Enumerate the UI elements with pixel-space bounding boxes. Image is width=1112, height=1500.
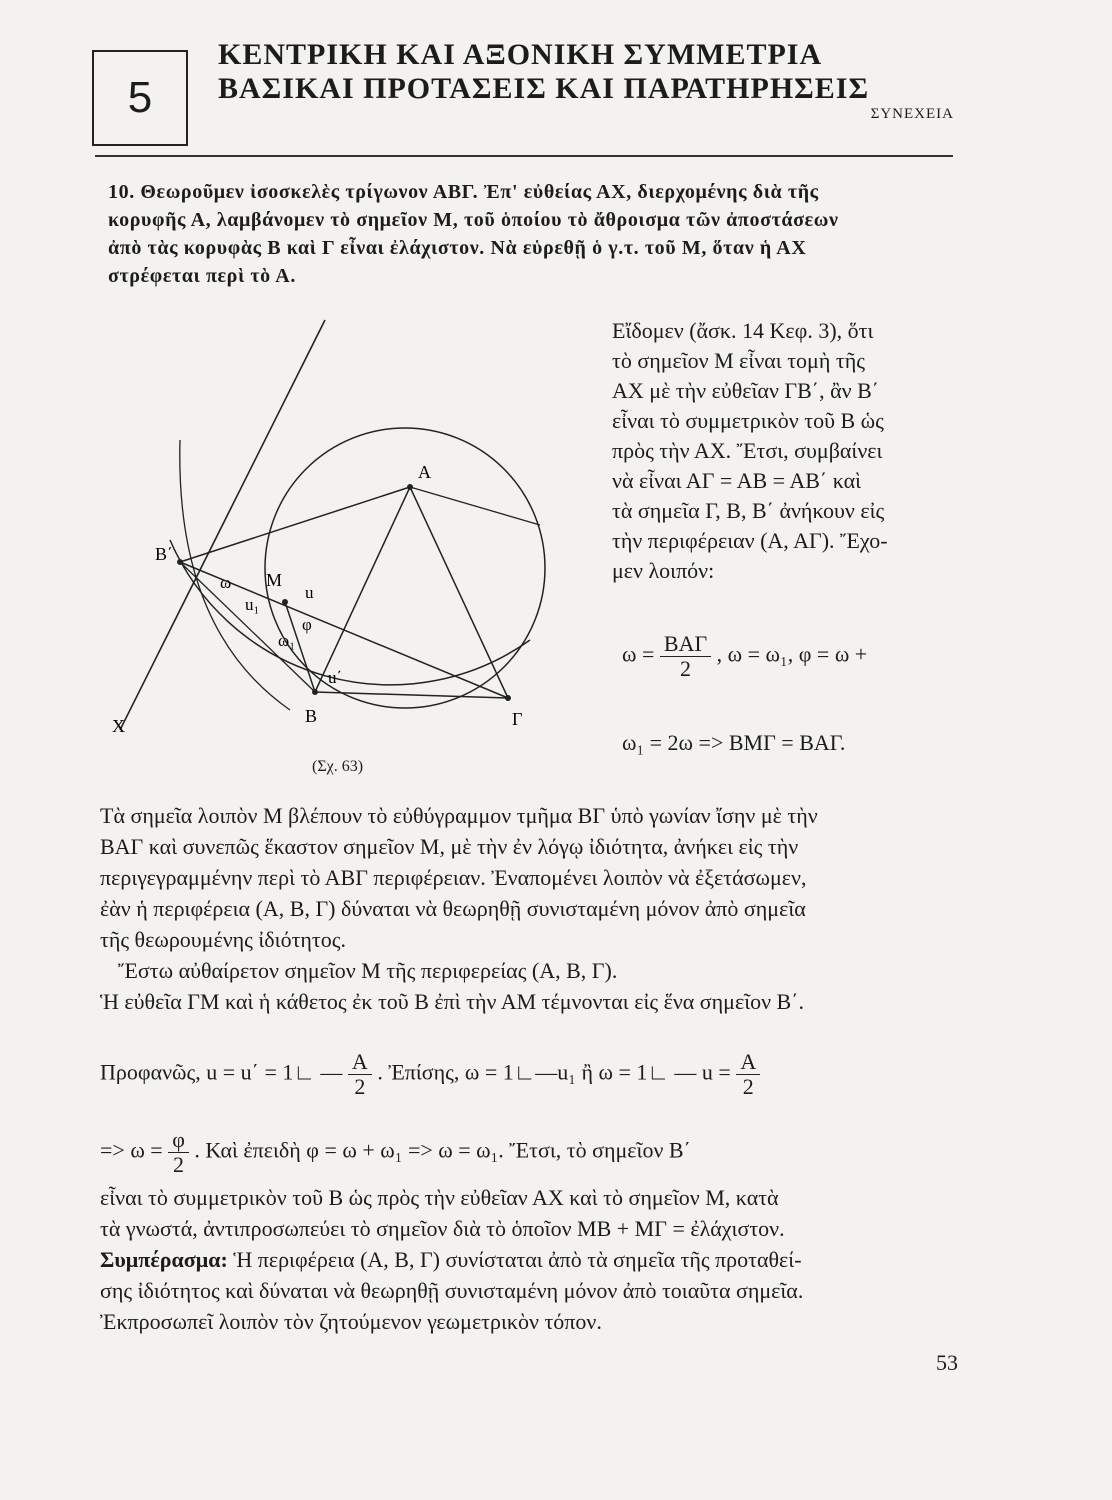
body-line: ΒΑΓ καὶ συνεπῶς ἕκαστον σημεῖον Μ, μὲ τὴν ἐν λόγῳ ἰδιότητα, ἀνήκει εἰς τὴν bbox=[100, 834, 799, 859]
chapter-title-line1: ΚΕΝΤΡΙΚΗ ΚΑΙ ΑΞΟΝΙΚΗ ΣΥΜΜΕΤΡΙΑ bbox=[218, 38, 823, 71]
body-line: Ἔστω αὐθαίρετον σημεῖον Μ τῆς περιφερείας (Α, Β, Γ). bbox=[118, 958, 618, 983]
line-a-right bbox=[410, 487, 540, 525]
right-line: νὰ εἶναι ΑΓ = ΑΒ = ΑΒ΄ καὶ bbox=[612, 468, 862, 493]
formula-1 bbox=[622, 632, 867, 681]
problem-statement bbox=[108, 178, 956, 290]
body-line: Τὰ σημεῖα λοιπὸν Μ βλέπουν τὸ εὐθύγραμμον τμῆμα ΒΓ ὑπὸ γωνίαν ἴσην μὲ τὴν bbox=[100, 803, 818, 828]
right-line: τὸ σημεῖον Μ εἶναι τομὴ τῆς bbox=[612, 348, 865, 373]
formula-part: => ω = bbox=[100, 1137, 163, 1163]
label-phi: φ bbox=[302, 615, 312, 634]
body-line: εἶναι τὸ συμμετρικὸν τοῦ Β ὡς πρὸς τὴν εὐθεῖαν ΑΧ καὶ τὸ σημεῖον Μ, κατὰ bbox=[100, 1185, 779, 1210]
label-u1: u₁ bbox=[245, 595, 260, 614]
formula-2: ω₁ = 2ω => ΒΜΓ = ΒΑΓ. bbox=[622, 730, 846, 755]
line-bprime-a bbox=[180, 487, 410, 562]
formula-part: Προφανῶς, u = u΄ = 1∟ — bbox=[100, 1059, 343, 1085]
page-number: 53 bbox=[936, 1350, 958, 1375]
formula-part: ω = bbox=[622, 641, 655, 667]
label-a: Α bbox=[418, 462, 431, 482]
side-ab bbox=[315, 487, 410, 692]
geometry-figure bbox=[100, 310, 605, 760]
fraction-numerator: Α bbox=[348, 1050, 372, 1075]
body-paragraph-1 bbox=[100, 800, 956, 1017]
label-x: Χ bbox=[112, 716, 125, 736]
chapter-number: 5 bbox=[127, 73, 153, 122]
point-g bbox=[505, 695, 511, 701]
fraction-denominator: 2 bbox=[680, 656, 692, 681]
circle-center-a-arc bbox=[170, 540, 530, 685]
conclusion-label: Συμπέρασμα: bbox=[100, 1247, 228, 1272]
problem-line: κορυφῆς Α, λαμβάνομεν τὸ σημεῖον Μ, τοῦ ὁποίου τὸ ἄθροισμα τῶν ἀποστάσεων bbox=[108, 209, 839, 231]
problem-line: 10. Θεωροῦμεν ἰσοσκελὲς τρίγωνον ΑΒΓ. Ἐπ' εὐθείας ΑΧ, διερχομένης διὰ τῆς bbox=[108, 181, 819, 203]
right-line: τὰ σημεῖα Γ, Β, Β΄ ἀνήκουν εἰς bbox=[612, 498, 885, 523]
body-line: τῆς θεωρουμένης ἰδιότητος. bbox=[100, 927, 346, 952]
label-uprime: u΄ bbox=[328, 668, 343, 687]
formula-part: . Ἐπίσης, ω = 1∟—u₁ ἢ ω = 1∟ — u = bbox=[377, 1059, 731, 1085]
side-bg bbox=[315, 692, 508, 698]
formula-4 bbox=[100, 1128, 691, 1177]
formula-3 bbox=[100, 1050, 760, 1099]
fraction-numerator: ΒΑΓ bbox=[660, 632, 711, 657]
right-line: Εἴδομεν (ἄσκ. 14 Κεφ. 3), ὅτι bbox=[612, 318, 874, 343]
chapter-title-line2: ΒΑΣΙΚΑΙ ΠΡΟΤΑΣΕΙΣ ΚΑΙ ΠΑΡΑΤΗΡΗΣΕΙΣ bbox=[218, 72, 870, 105]
fraction-numerator: φ bbox=[168, 1128, 189, 1153]
side-ag bbox=[410, 487, 508, 698]
fraction-numerator: Α bbox=[736, 1050, 760, 1075]
label-bprime: Β΄ bbox=[155, 544, 173, 564]
right-line: εἶναι τὸ συμμετρικὸν τοῦ Β ὡς bbox=[612, 408, 884, 433]
label-omega: ω bbox=[220, 573, 232, 592]
point-a bbox=[407, 484, 413, 490]
right-line: πρὸς τὴν ΑΧ. Ἔτσι, συμβαίνει bbox=[612, 438, 883, 463]
body-line: ἐὰν ἡ περιφέρεια (Α, Β, Γ) δύναται νὰ θεωρηθῇ συνισταμένη μόνον ἀπὸ σημεῖα bbox=[100, 896, 806, 921]
label-m: Μ bbox=[266, 570, 283, 590]
problem-line: ἀπὸ τὰς κορυφὰς Β καὶ Γ εἶναι ἐλάχιστον. Νὰ εὑρεθῇ ὁ γ.τ. τοῦ Μ, ὅταν ἡ ΑΧ bbox=[108, 237, 807, 259]
label-b: Β bbox=[305, 706, 318, 726]
fraction bbox=[348, 1050, 372, 1099]
right-line: τὴν περιφέρειαν (Α, ΑΓ). Ἔχο- bbox=[612, 528, 888, 553]
continuation-label: ΣΥΝΕΧΕΙΑ bbox=[870, 106, 954, 122]
point-b bbox=[312, 689, 318, 695]
fraction bbox=[168, 1128, 189, 1177]
body-line bbox=[100, 1244, 956, 1275]
body-line: τὰ γνωστά, ἀντιπροσωπεύει τὸ σημεῖον διὰ τὸ ὁποῖον ΜΒ + ΜΓ = ἐλάχιστον. bbox=[100, 1216, 785, 1241]
body-line: Ἐκπροσωπεῖ λοιπὸν τὸν ζητούμενον γεωμετρικὸν τόπον. bbox=[100, 1309, 602, 1334]
fraction-denominator: 2 bbox=[742, 1074, 754, 1099]
right-column-text bbox=[612, 316, 957, 586]
body-paragraph-3 bbox=[100, 1182, 956, 1337]
label-u: u bbox=[305, 583, 314, 602]
right-line: μεν λοιπόν: bbox=[612, 558, 715, 583]
figure-caption: (Σχ. 63) bbox=[312, 758, 364, 775]
body-line: Ἡ εὐθεῖα ΓΜ καὶ ἡ κάθετος ἐκ τοῦ Β ἐπὶ τὴν ΑΜ τέμνονται εἰς ἕνα σημεῖον Β΄. bbox=[100, 989, 805, 1014]
fraction bbox=[736, 1050, 760, 1099]
fraction-denominator: 2 bbox=[354, 1074, 366, 1099]
formula-part: . Καὶ ἐπειδὴ φ = ω + ω₁ => ω = ω₁. Ἔτσι, τὸ σημεῖον Β΄ bbox=[194, 1137, 691, 1163]
label-omega1: ω₁ bbox=[278, 631, 296, 650]
fraction bbox=[660, 632, 711, 681]
formula-part: , ω = ω₁, φ = ω + bbox=[716, 641, 868, 667]
chapter-number-box bbox=[92, 50, 188, 146]
body-line-rest: Ἡ περιφέρεια (Α, Β, Γ) συνίσταται ἀπὸ τὰ σημεῖα τῆς προταθεί- bbox=[227, 1247, 802, 1272]
problem-line: στρέφεται περὶ τὸ Α. bbox=[108, 265, 296, 287]
fraction-denominator: 2 bbox=[173, 1152, 185, 1177]
right-line: ΑΧ μὲ τὴν εὐθεῖαν ΓΒ΄, ἂν Β΄ bbox=[612, 378, 880, 403]
label-g: Γ bbox=[512, 709, 523, 729]
point-m bbox=[282, 599, 288, 605]
body-line: σης ἰδιότητος καὶ δύναται νὰ θεωρηθῇ συνισταμένη μόνον ἀπὸ τοιαῦτα σημεῖα. bbox=[100, 1278, 804, 1303]
header-divider bbox=[95, 155, 953, 157]
body-line: περιγεγραμμένην περὶ τὸ ΑΒΓ περιφέρειαν. Ἐναπομένει λοιπὸν νὰ ἐξετάσωμεν, bbox=[100, 865, 807, 890]
point-bprime bbox=[177, 559, 183, 565]
